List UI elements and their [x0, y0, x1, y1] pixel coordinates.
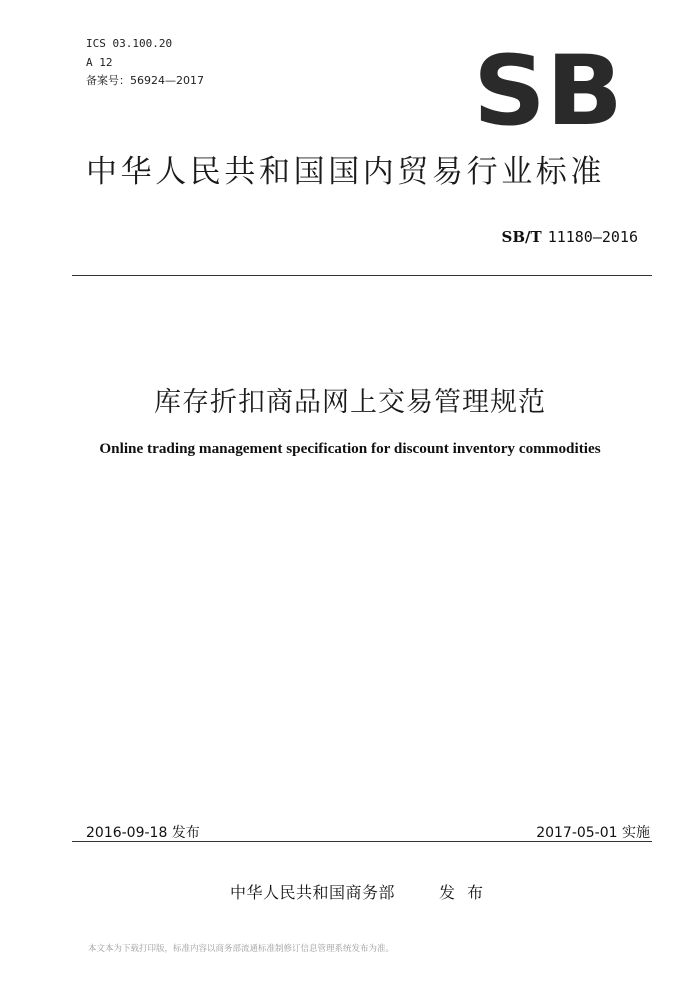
issuing-department: 中华人民共和国商务部 [230, 883, 396, 902]
ics-code: ICS 03.100.20 [86, 37, 173, 50]
issuer [230, 880, 495, 903]
issue-action: 发布 [439, 883, 496, 902]
standard-number-value: 11180—2016 [547, 228, 638, 246]
record-number: 备案号：56924—2017 [86, 74, 204, 87]
implementation-date: 2017-05-01 实施 [536, 825, 650, 841]
issue-date: 2016-09-18 发布 [86, 825, 200, 841]
sb-logo-text: SB [473, 52, 623, 128]
standard-category: 中华人民共和国国内贸易行业标准 [86, 154, 605, 190]
footnote: 本文本为下载打印版，标准内容以商务部流通标准制修订信息管理系统发布为准。 [88, 944, 395, 954]
classification-code: A 12 [86, 56, 113, 69]
top-divider [72, 275, 652, 276]
sb-logo [472, 52, 624, 128]
title-english: Online trading management specification for discount inventory commodities [99, 440, 601, 457]
title-chinese: 库存折扣商品网上交易管理规范 [154, 387, 546, 418]
bottom-divider [72, 841, 652, 842]
standard-number-prefix: SB/T [501, 228, 542, 246]
standard-number [502, 228, 638, 246]
